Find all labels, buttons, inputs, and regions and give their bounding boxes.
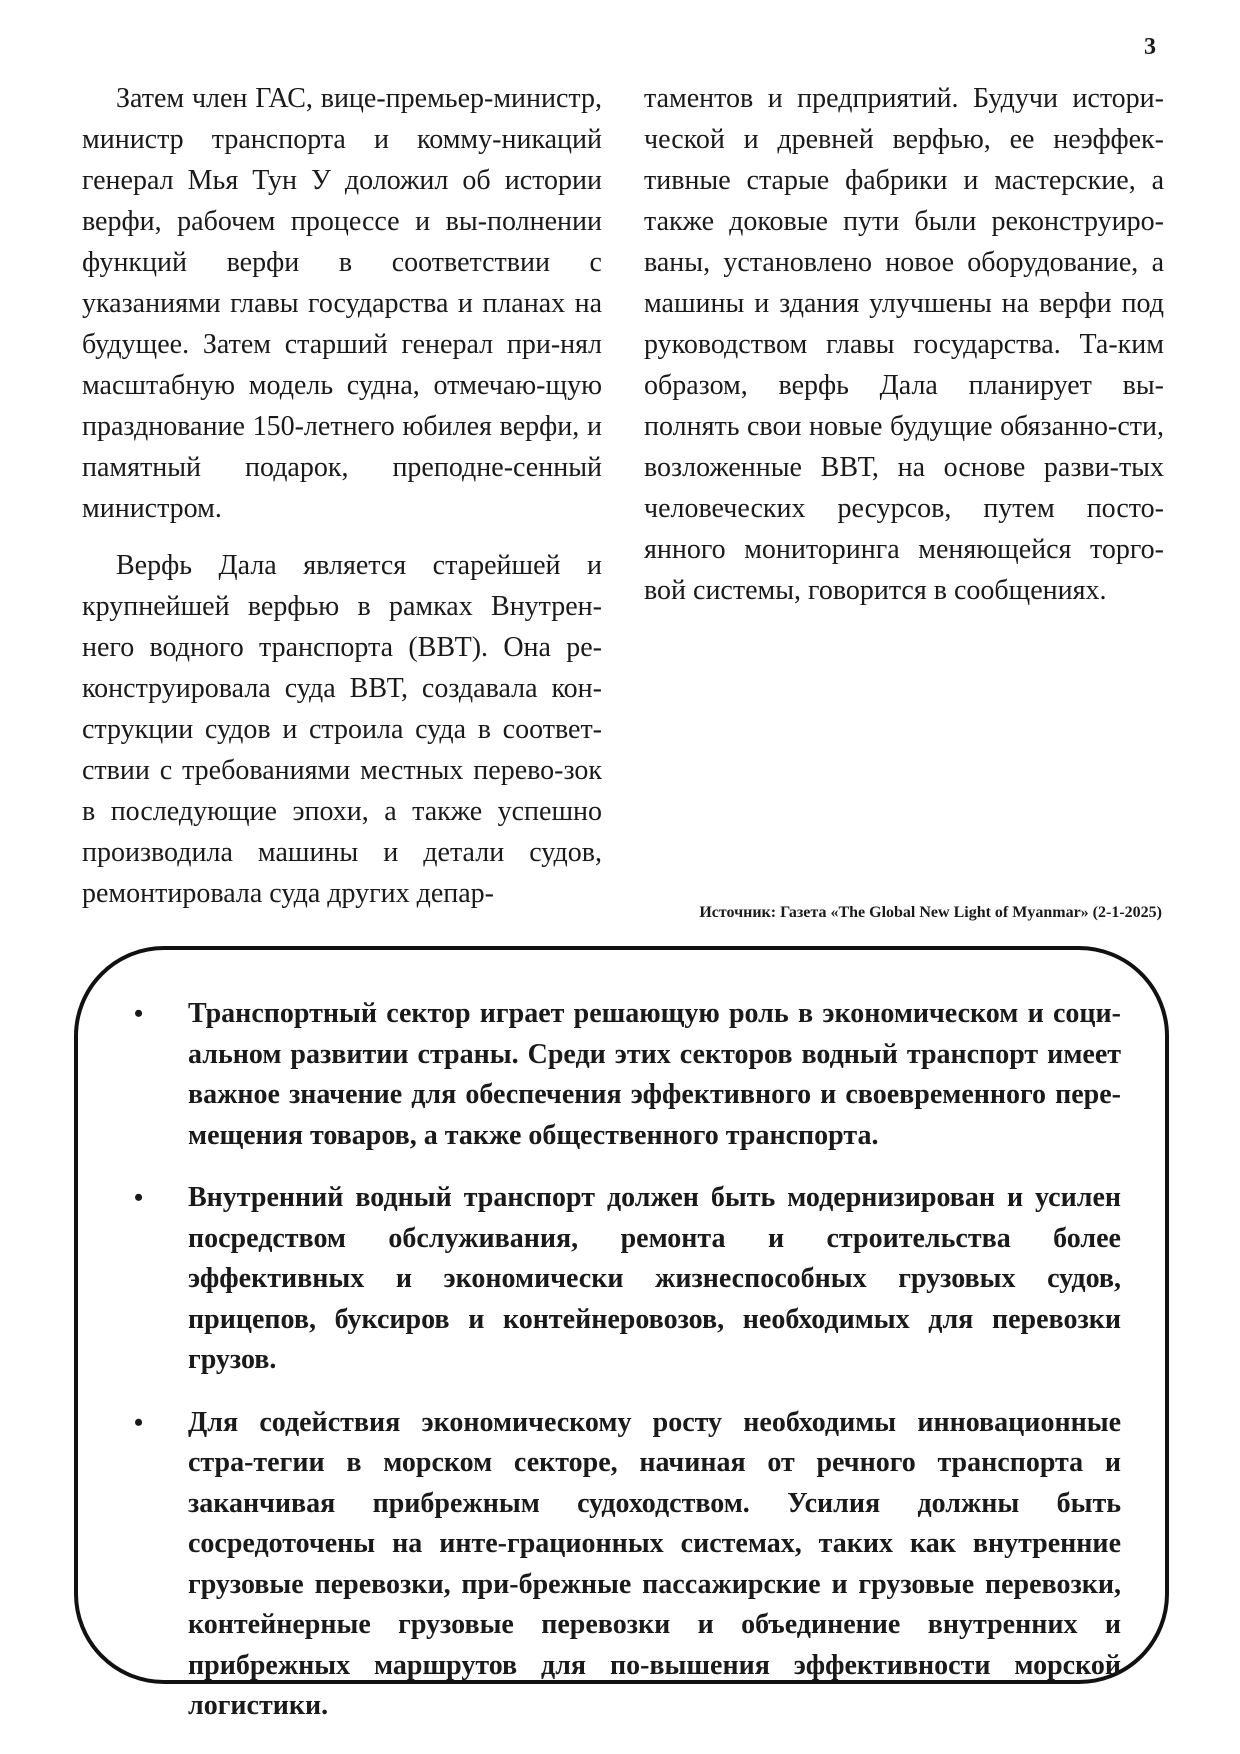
source-citation: Источник: Газета «The Global New Light of Myanmar» (2-1-2025): [699, 904, 1162, 921]
summary-callout-box: [74, 946, 1169, 1721]
left-paragraph-2: Верфь Дала является старейшей и крупнейшей верфью в рамках Внутрен-него водного транспорта (ВВТ). Она ре-конструировала суда ВВТ, создавала кон-струкции судов и строила суда в соответ-ствии с требованиями местных перево-зок в последующие эпохи, а также успешно производила машины и детали судов, ремонтировала суда других депар-: [82, 550, 602, 909]
right-paragraph-1: таментов и предприятий. Будучи истори-ческой и древней верфью, ее неэффек-тивные старые фабрики и мастерские, а также доковые пути были реконструиро-ваны, установлено новое оборудование, а машины и здания улучшены на верфи под руководством главы государства. Та-ким образом, верфь Дала планирует вы-полнять свои новые будущие обязанно-сти, возложенные ВВТ, на основе разви-тых человеческих ресурсов, путем посто-янного мониторинга меняющейся торго-вой системы, говорится в сообщениях.: [644, 83, 1164, 606]
left-paragraph-1: Затем член ГАС, вице-премьер-министр, министр транспорта и комму-никаций генерал Мья Тун У доложил об истории верфи, рабочем процессе и вы-полнении функций верфи в соответствии с указаниями главы государства и планах на будущее. Затем старший генерал при-нял масштабную модель судна, отмечаю-щую празднование 150-летнего юбилея верфи, и памятный подарок, преподне-сенный министром.: [82, 83, 602, 524]
summary-item-3: [114, 1403, 1121, 1727]
bullet-icon: •: [134, 1183, 144, 1212]
summary-item-text: Внутренний водный транспорт должен быть модернизирован и усилен посредством обслуживания, ремонта и строительства более эффективных и экономически жизнеспособных грузовых судов, прицепов, буксиров и контейнеровозов, необходимых для перевозки грузов.: [188, 1182, 1121, 1375]
right-column: [644, 78, 1164, 627]
summary-item-1: [114, 994, 1121, 1156]
summary-item-text: Транспортный сектор играет решающую роль в экономическом и соци-альном развитии страны. Среди этих секторов водный транспорт имеет важное значение для обеспечения эффективного и своевременного пере-мещения товаров, а также общественного транспорта.: [188, 998, 1121, 1151]
bullet-icon: •: [134, 1407, 144, 1437]
page-number: 3: [1144, 34, 1156, 60]
summary-item-text: Для содействия экономическому росту необходимы инновационные стра-тегии в морском секторе, начиная от речного транспорта и заканчивая прибрежным судоходством. Усилия должны быть сосредоточены на инте-грационных системах, таких как внутренние грузовые перевозки, при-брежные пассажирские и грузовые перевозки, контейнерные грузовые перевозки и объединение внутренних и прибрежных маршрутов для по-вышения эффективности морской логистики.: [188, 1406, 1121, 1721]
summary-item-2: [114, 1178, 1121, 1381]
summary-list: [114, 994, 1121, 1727]
left-column: [82, 78, 602, 930]
bullet-icon: •: [134, 999, 144, 1028]
article-columns: [82, 78, 1166, 934]
